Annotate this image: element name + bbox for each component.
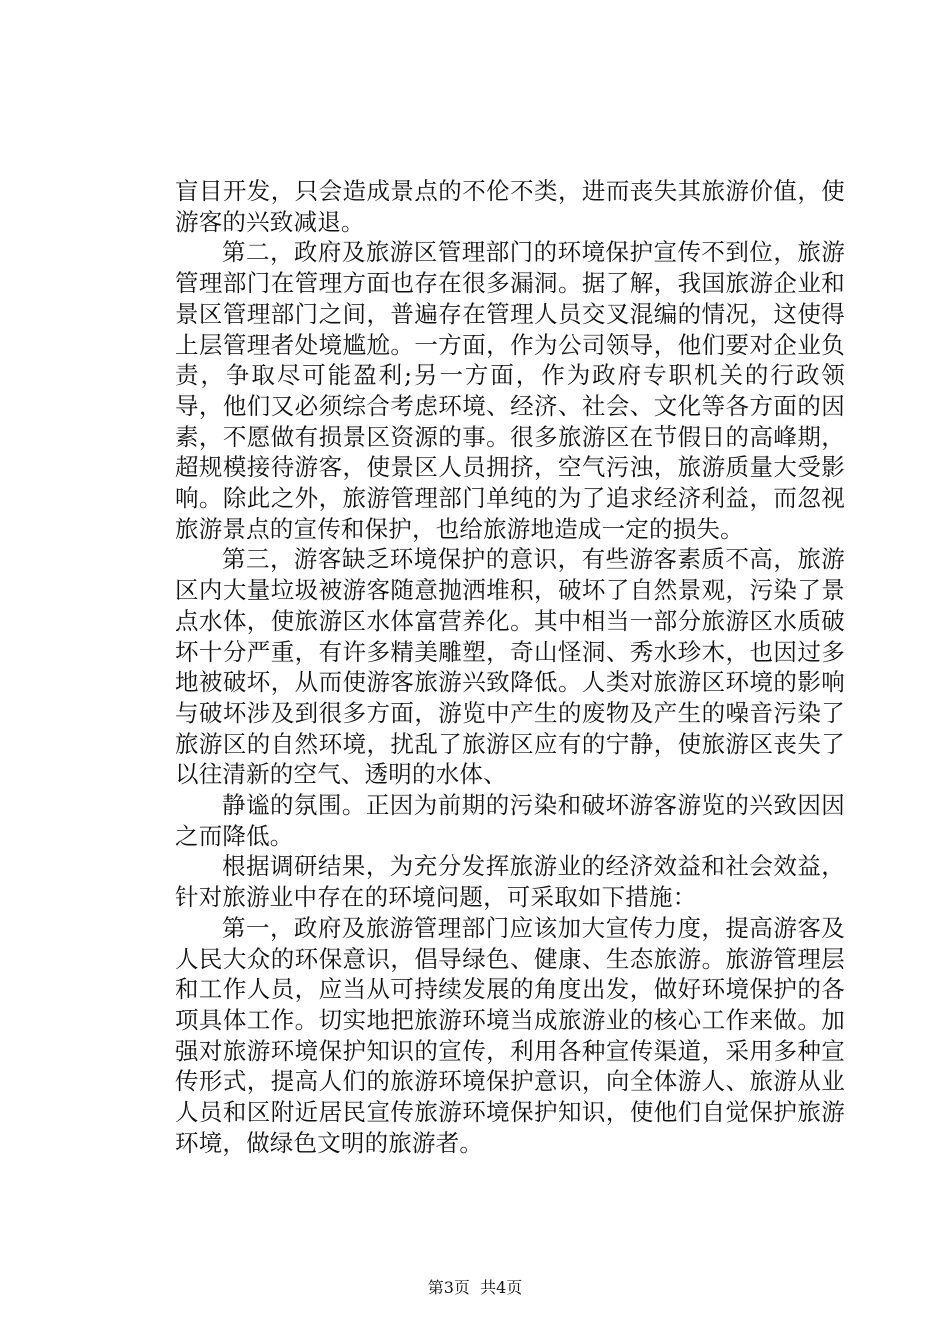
- paragraph-4: 静谧的氛围。正因为前期的污染和破坏游客游览的兴致因因之而降低。: [175, 791, 845, 850]
- document-body: [175, 176, 845, 1159]
- paragraph-6: 第一，政府及旅游管理部门应该加大宣传力度，提高游客及人民大众的环保意识，倡导绿色、健康、生态旅游。旅游管理层和工作人员，应当从可持续发展的角度出发，做好环境保护的各项具体工作。切实地把旅游环境当成旅游业的核心工作来做。加强对旅游环境保护知识的宣传，利用各种宣传渠道，采用多种宣传形式，提高人们的旅游环境保护意识，向全体游人、旅游从业人员和区附近居民宣传旅游环境保护知识，使他们自觉保护旅游环境，做绿色文明的旅游者。: [175, 913, 845, 1157]
- paragraph-2: 第二，政府及旅游区管理部门的环境保护宣传不到位，旅游管理部门在管理方面也存在很多漏洞。据了解，我国旅游企业和景区管理部门之间，普遍存在管理人员交叉混编的情况，这使得上层管理者处境尴尬。一方面，作为公司领导，他们要对企业负责，争取尽可能盈利;另一方面，作为政府专职机关的行政领导，他们又必须综合考虑环境、经济、社会、文化等各方面的因素，不愿做有损景区资源的事。很多旅游区在节假日的高峰期，超规模接待游客，使景区人员拥挤，空气污浊，旅游质量大受影响。除此之外，旅游管理部门单纯的为了追求经济利益，而忽视旅游景点的宣传和保护，也给旅游地造成一定的损失。: [175, 238, 845, 543]
- paragraph-3: 第三，游客缺乏环境保护的意识，有些游客素质不高，旅游区内大量垃圾被游客随意抛洒堆积，破坏了自然景观，污染了景点水体，使旅游区水体富营养化。其中相当一部分旅游区水质破坏十分严重，有许多精美雕塑，奇山怪洞、秀水珍木，也因过多地被破坏，从而使游客旅游兴致降低。人类对旅游区环境的影响与破坏涉及到很多方面，游览中产生的废物及产生的噪音污染了旅游区的自然环境，扰乱了旅游区应有的宁静，使旅游区丧失了以往清新的空气、透明的水体、: [175, 545, 845, 789]
- page-number-footer: 第3页 共4页: [427, 1278, 523, 1297]
- paragraph-1: 盲目开发，只会造成景点的不伦不类，进而丧失其旅游价值，使游客的兴致减退。: [175, 177, 845, 236]
- paragraph-5: 根据调研结果，为充分发挥旅游业的经济效益和社会效益，针对旅游业中存在的环境问题，可采取如下措施：: [175, 852, 845, 912]
